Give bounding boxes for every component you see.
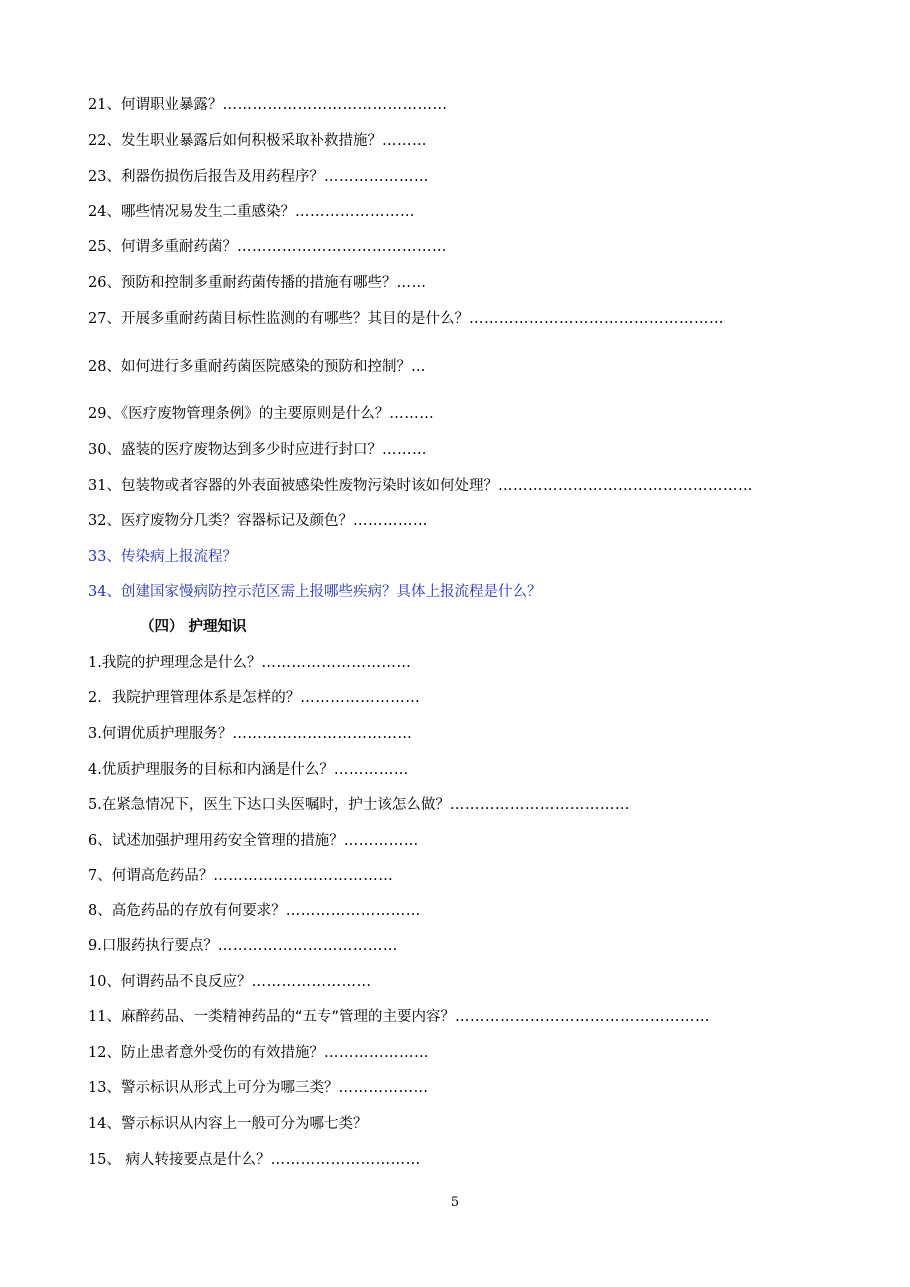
list-item: 29、《医疗废物管理条例》的主要原则是什么？………	[88, 406, 435, 422]
list-item: 30、盛装的医疗废物达到多少时应进行封口？………	[88, 442, 427, 458]
page-number: 5	[450, 1195, 460, 1210]
list-item: 22、发生职业暴露后如何积极采取补救措施？………	[88, 133, 427, 149]
list-item: 13、警示标识从形式上可分为哪三类？………………	[88, 1080, 429, 1096]
list-item: 28、如何进行多重耐药菌医院感染的预防和控制？…	[88, 359, 426, 375]
list-item: 21、何谓职业暴露？………………………………………	[88, 97, 448, 113]
list-item-highlighted: 34、创建国家慢病防控示范区需上报哪些疾病？具体上报流程是什么？	[88, 584, 542, 600]
list-item: 26、预防和控制多重耐药菌传播的措施有哪些？……	[88, 275, 427, 291]
list-item: 11、麻醉药品、一类精神药品的“五专”管理的主要内容？……………………………………………	[88, 1009, 710, 1025]
list-item: 31、包装物或者容器的外表面被感染性废物污染时该如何处理？……………………………………………	[88, 478, 753, 494]
list-item: 10、何谓药品不良反应？……………………	[88, 974, 372, 990]
list-item: 7、何谓高危药品？………………………………	[88, 868, 394, 884]
list-item: 25、何谓多重耐药菌？……………………………………	[88, 239, 447, 255]
list-item: 23、利器伤损伤后报告及用药程序？…………………	[88, 169, 429, 185]
list-item: 2．我院护理管理体系是怎样的？……………………	[88, 690, 421, 706]
list-item: 3.何谓优质护理服务？………………………………	[88, 726, 413, 742]
list-item: 12、防止患者意外受伤的有效措施？…………………	[88, 1045, 429, 1061]
list-item: 1.我院的护理理念是什么？…………………………	[88, 655, 412, 671]
list-item: 27、开展多重耐药菌目标性监测的有哪些？其目的是什么？……………………………………………	[88, 311, 724, 327]
list-item: 9.口服药执行要点？………………………………	[88, 938, 398, 954]
list-item: 8、高危药品的存放有何要求？………………………	[88, 903, 421, 919]
list-item: 6、试述加强护理用药安全管理的措施？……………	[88, 833, 419, 849]
list-item: 14、警示标识从内容上一般可分为哪七类？	[88, 1116, 368, 1132]
list-item-highlighted: 33、传染病上报流程？	[88, 549, 237, 565]
list-item: 15、 病人转接要点是什么？…………………………	[88, 1152, 421, 1168]
section-heading: （四） 护理知识	[140, 619, 247, 635]
list-item: 32、医疗废物分几类？容器标记及颜色？……………	[88, 513, 428, 529]
list-item: 24、哪些情况易发生二重感染？……………………	[88, 204, 415, 220]
list-item: 4.优质护理服务的目标和内涵是什么？……………	[88, 762, 409, 778]
list-item: 5.在紧急情况下，医生下达口头医嘱时，护士该怎么做？………………………………	[88, 797, 630, 813]
